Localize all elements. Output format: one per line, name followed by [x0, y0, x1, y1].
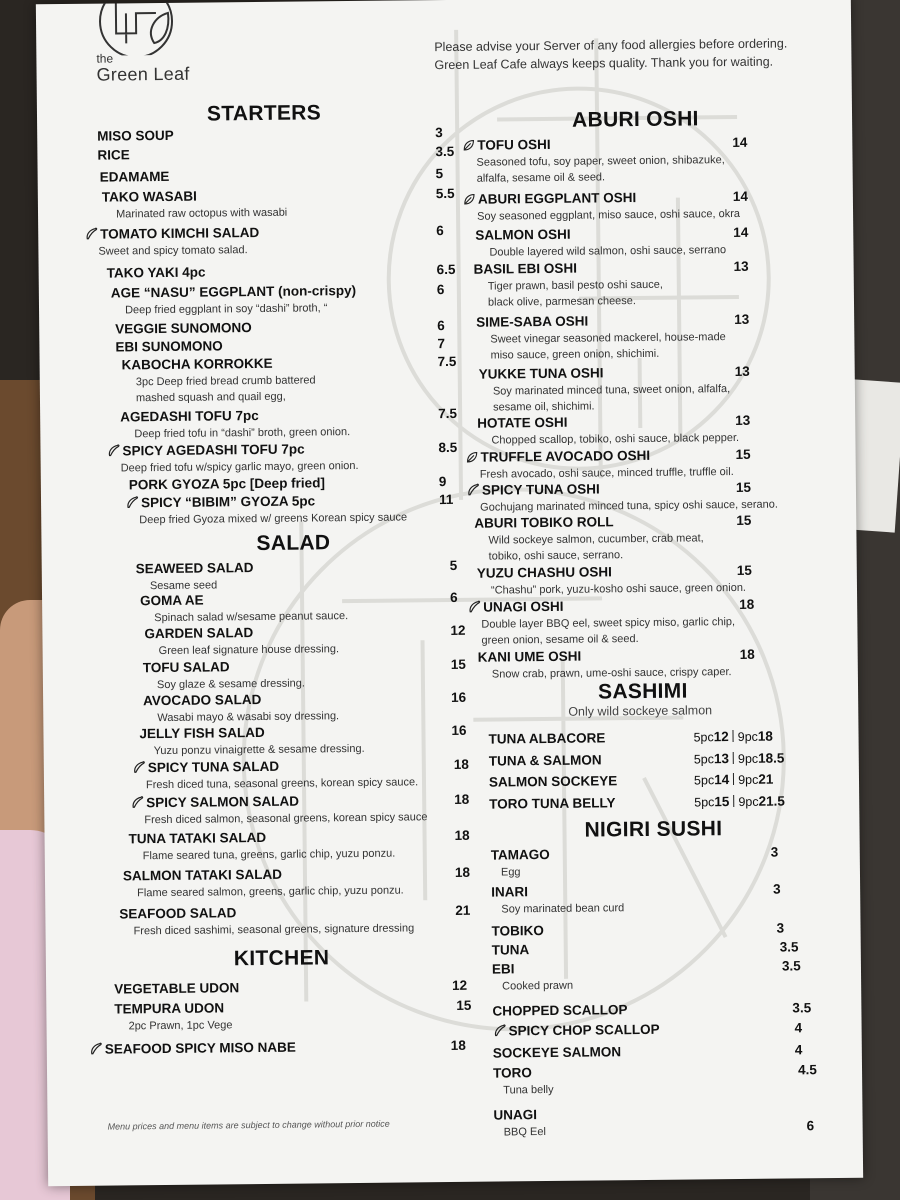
item-description: Cooked prawn — [502, 979, 574, 993]
item-name-text: SALMON OSHI — [475, 226, 571, 243]
item-name — [477, 415, 567, 431]
item-name — [140, 593, 204, 609]
item-name-text: GARDEN SALAD — [144, 625, 254, 642]
item-description: “Chashu” pork, yuzu-kosho oshi sauce, green onion. — [490, 581, 747, 597]
item-name-text: PORK GYOZA 5pc [Deep fried] — [128, 475, 325, 493]
item-price: 12 — [452, 977, 468, 993]
item-price: 5 — [435, 166, 444, 182]
item-name — [84, 225, 259, 242]
item-price: 3.5 — [781, 958, 801, 974]
item-name: SALMON SOCKEYE — [488, 773, 618, 790]
item-name-text: SPICY CHOP SCALLOP — [508, 1021, 660, 1039]
item-name — [128, 830, 266, 846]
item-price: 15 — [735, 446, 751, 462]
item-description: Sesame seed — [149, 579, 218, 593]
item-name — [107, 265, 206, 281]
item-price: 8.5 — [438, 439, 458, 456]
item-name-text: SEAFOOD SALAD — [119, 905, 237, 922]
label-5pc: 5pc — [693, 730, 714, 745]
item-price: 15 — [735, 479, 752, 495]
item-name — [106, 442, 304, 459]
label-9pc: 9pc — [738, 794, 759, 809]
item-name — [144, 625, 253, 641]
starters-title: STARTERS — [206, 101, 322, 126]
item-name — [492, 1002, 627, 1018]
item-description: Marinated raw octopus with wasabi — [115, 206, 288, 221]
item-description: Snow crab, prawn, ume-oshi sauce, crispy caper. — [491, 666, 732, 681]
item-name — [132, 759, 279, 776]
item-price: 13 — [733, 258, 749, 275]
item-description: Fresh diced sashimi, seasonal greens, signature dressing — [133, 922, 415, 938]
item-description: Double layer BBQ eel, sweet spicy miso, garlic chip, — [481, 616, 736, 631]
item-name-text: INARI — [491, 884, 528, 900]
item-name-text: TRUFFLE AVOCADO OSHI — [480, 447, 651, 465]
item-description: Fresh diced salmon, seasonal greens, korean spicy sauce — [144, 811, 428, 827]
logo-the: the — [96, 51, 114, 66]
item-description: Deep fried tofu w/spicy garlic mayo, green onion. — [120, 459, 359, 475]
item-name-text: TEMPURA UDON — [114, 1000, 225, 1017]
item-name — [491, 884, 528, 899]
item-description: Deep fried Gyoza mixed w/ greens Korean spicy sauce — [139, 511, 408, 527]
item-price: 14 — [732, 134, 748, 151]
chili-icon — [493, 1023, 507, 1037]
item-price: 15 — [736, 562, 752, 578]
item-price: 18 — [453, 756, 469, 772]
price-separator — [733, 752, 734, 764]
item-description: Sweet and spicy tomato salad. — [98, 244, 248, 258]
item-name — [475, 227, 570, 243]
item-name-text: JELLY FISH SALAD — [139, 724, 265, 742]
price-9pc: 21.5 — [758, 793, 785, 809]
item-name-text: AVOCADO SALAD — [143, 691, 262, 709]
item-price: 3 — [773, 881, 781, 897]
price-9pc: 18 — [757, 728, 773, 744]
item-description: Soy marinated minced tuna, sweet onion, alfalfa, — [492, 383, 731, 398]
label-5pc: 5pc — [693, 773, 715, 788]
item-description: Chopped scallop, tobiko, oshi sauce, black pepper. — [491, 431, 740, 447]
item-name-text: YUZU CHASHU OSHI — [476, 564, 612, 581]
item-name — [491, 923, 543, 939]
item-description: Fresh diced tuna, seasonal greens, korean spicy sauce. — [145, 776, 419, 792]
item-description: Double layered wild salmon, oshi sauce, serrano — [489, 244, 727, 259]
item-name — [114, 1000, 224, 1016]
item-name — [492, 942, 530, 957]
item-name-text: UNAGI OSHI — [483, 598, 564, 615]
item-name-text: EBI — [491, 961, 515, 977]
item-price: 13 — [735, 412, 751, 428]
chili-icon — [125, 495, 139, 509]
item-name — [478, 649, 582, 665]
item-name-text: TUNA — [491, 942, 530, 958]
label-5pc: 5pc — [694, 795, 715, 810]
item-name — [123, 867, 282, 884]
leaf-icon — [466, 451, 479, 464]
item-name-text: EBI SUNOMONO — [115, 338, 223, 355]
item-name — [97, 147, 129, 162]
item-name — [115, 320, 252, 336]
item-name — [492, 961, 515, 976]
chili-icon — [89, 1042, 103, 1056]
item-name-text: VEGGIE SUNOMONO — [115, 320, 252, 337]
item-name: TUNA ALBACORE — [488, 730, 606, 747]
item-name — [102, 189, 197, 205]
item-price: 18 — [739, 646, 755, 662]
item-name — [111, 283, 356, 301]
item-description: Deep fried eggplant in soy “dashi” broth, “ — [124, 302, 328, 317]
item-name — [466, 448, 651, 465]
item-price: 7.5 — [437, 353, 457, 370]
item-description: Flame seared salmon, greens, garlic chip, yuzu ponzu. — [137, 884, 404, 900]
item-price: 14 — [732, 188, 748, 205]
item-price: 3.5 — [435, 143, 455, 160]
item-name-text: TORO — [492, 1065, 532, 1081]
item-description: Flame seared tuna, greens, garlic chip, yuzu ponzu. — [142, 847, 396, 863]
item-name — [474, 514, 613, 530]
item-price: 15 — [450, 656, 466, 672]
item-description: Seasoned tofu, soy paper, sweet onion, shibazuke, — [476, 154, 725, 169]
item-name-text: HOTATE OSHI — [477, 414, 568, 431]
item-price: 15 — [456, 997, 472, 1013]
price-separator — [733, 773, 734, 785]
item-name-text: KANI UME OSHI — [477, 648, 582, 665]
item-description: BBQ Eel — [503, 1126, 546, 1139]
item-name — [462, 137, 550, 153]
price-separator — [733, 795, 734, 807]
item-name — [120, 408, 259, 424]
item-name — [100, 169, 170, 185]
item-description: Soy glaze & sesame dressing. — [156, 677, 305, 692]
price-5pc: 15 — [714, 794, 730, 810]
item-price: 9 — [438, 474, 447, 490]
price-9pc: 21 — [758, 771, 774, 787]
item-description: Deep fried tofu in “dashi” broth, green onion. — [134, 426, 351, 441]
item-name — [493, 1065, 532, 1080]
footer-note: Menu prices and menu items are subject to change without prior notice — [107, 1118, 390, 1132]
sashimi-prices — [693, 729, 773, 745]
menu-sheet — [36, 0, 863, 1186]
price-5pc: 12 — [713, 729, 729, 745]
item-name — [122, 356, 273, 373]
item-name-text: CHOPPED SCALLOP — [492, 1002, 628, 1019]
item-description: sesame oil, shichimi. — [493, 400, 595, 414]
item-name-text: RICE — [97, 147, 130, 163]
item-price: 3 — [435, 125, 443, 141]
item-name — [119, 905, 236, 921]
item-name-text: KABOCHA KORROKKE — [121, 355, 273, 373]
item-price: 16 — [451, 689, 467, 705]
item-price: 21 — [455, 902, 471, 918]
item-name-text: TOBIKO — [491, 923, 544, 939]
item-price: 7 — [437, 336, 446, 352]
sashimi-prices — [694, 772, 774, 788]
item-name-text: MISO SOUP — [97, 127, 174, 144]
item-description: Sweet vinegar seasoned mackerel, house-made — [490, 331, 726, 346]
notice-line: Green Leaf Cafe always keeps quality. Thank you for waiting. — [434, 54, 774, 73]
item-description: tobiko, oshi sauce, serrano. — [488, 549, 624, 563]
item-name: TORO TUNA BELLY — [489, 795, 616, 812]
item-name-text: SOCKEYE SALMON — [492, 1044, 622, 1061]
sashimi-prices — [694, 751, 785, 767]
item-name-text: SPICY SALMON SALAD — [146, 793, 300, 811]
item-description: Fresh avocado, oshi sauce, minced truffle, truffle oil. — [479, 466, 734, 481]
item-name — [130, 794, 299, 811]
chili-icon — [84, 227, 98, 241]
label-9pc: 9pc — [737, 751, 759, 766]
item-name-text: SPICY TUNA OSHI — [481, 481, 600, 498]
item-name — [136, 560, 254, 576]
item-description: Green leaf signature house dressing. — [158, 643, 340, 658]
item-price: 18 — [450, 1037, 466, 1054]
item-description: black olive, parmesan cheese. — [487, 295, 637, 309]
item-name — [139, 725, 264, 741]
item-name-text: SIME-SABA OSHI — [476, 313, 589, 330]
price-separator — [733, 730, 734, 742]
item-name-text: ABURI EGGPLANT OSHI — [477, 190, 637, 207]
allergy-notice — [434, 34, 814, 74]
item-description: Egg — [500, 866, 521, 879]
leaf-icon — [463, 193, 476, 206]
item-price: 14 — [733, 224, 749, 241]
nigiri-title: NIGIRI SUSHI — [584, 817, 723, 842]
item-name-text: AGE “NASU” EGGPLANT (non-crispy) — [110, 282, 357, 301]
logo-icon — [96, 3, 177, 56]
item-description: Wild sockeye salmon, cucumber, crab meat, — [488, 532, 704, 547]
item-name-text: GOMA AE — [140, 592, 204, 609]
item-price: 18 — [454, 864, 471, 880]
item-price: 18 — [454, 791, 470, 807]
item-name — [493, 1107, 537, 1122]
salad-title: SALAD — [256, 531, 331, 556]
item-name-text: YUKKE TUNA OSHI — [478, 365, 604, 382]
item-description: Yuzu ponzu vinaigrette & sesame dressing. — [153, 742, 365, 758]
item-description: Tiger prawn, basil pesto oshi sauce, — [487, 278, 663, 293]
item-name-text: SPICY “BIBIM” GYOZA 5pc — [140, 493, 316, 511]
item-name — [476, 314, 588, 330]
leaf-icon — [462, 139, 475, 152]
kitchen-title: KITCHEN — [233, 946, 330, 971]
label-5pc: 5pc — [693, 752, 715, 767]
chili-icon — [106, 443, 120, 457]
item-name-text: EDAMAME — [99, 168, 170, 185]
item-price: 18 — [739, 596, 755, 612]
notice-line: Please advise your Server of any food allergies before ordering. — [434, 36, 788, 55]
item-name-text: SEAWEED SALAD — [135, 560, 254, 577]
price-9pc: 18.5 — [758, 750, 785, 766]
item-name — [97, 128, 174, 144]
item-name — [143, 692, 261, 708]
price-5pc: 14 — [714, 772, 730, 788]
item-price: 3.5 — [792, 1000, 812, 1016]
price-5pc: 13 — [713, 751, 730, 767]
item-name — [477, 564, 612, 580]
item-price: 11 — [438, 491, 454, 508]
chili-icon — [466, 483, 480, 497]
item-price: 3.5 — [779, 939, 799, 955]
item-name — [463, 190, 636, 207]
item-name-text: SALMON TATAKI SALAD — [122, 866, 283, 884]
item-price: 6 — [806, 1118, 815, 1134]
item-price: 3 — [770, 844, 779, 860]
item-price: 5 — [449, 557, 458, 573]
item-name — [143, 659, 230, 675]
item-name — [125, 493, 315, 510]
item-price: 4 — [794, 1042, 803, 1058]
chili-icon — [132, 760, 146, 774]
item-name-text: TUNA TATAKI SALAD — [128, 829, 267, 847]
item-name — [129, 475, 325, 492]
item-name — [89, 1040, 296, 1057]
item-price: 4 — [794, 1020, 803, 1036]
item-name-text: UNAGI — [493, 1107, 538, 1123]
item-price: 3 — [776, 920, 785, 936]
chili-icon — [130, 795, 144, 809]
item-name-text: AGEDASHI TOFU 7pc — [120, 407, 259, 425]
chili-icon — [467, 600, 481, 614]
item-name — [115, 338, 222, 354]
item-name — [493, 1022, 660, 1039]
item-price: 7.5 — [438, 405, 458, 422]
item-price: 6 — [437, 318, 445, 334]
item-name — [474, 261, 577, 277]
item-description: Tuna belly — [503, 1083, 554, 1097]
item-description: mashed squash and quail egg, — [135, 390, 286, 405]
sashimi-prices — [694, 794, 785, 810]
item-name-text: BASIL EBI OSHI — [473, 260, 577, 277]
item-name-text: TAKO WASABI — [101, 188, 197, 205]
item-description: Soy seasoned eggplant, miso sauce, oshi sauce, okra — [477, 207, 741, 223]
aburi-oshi-title: ABURI OSHI — [571, 107, 699, 132]
item-price: 5.5 — [435, 185, 455, 202]
item-price: 13 — [734, 311, 750, 328]
item-description: Wasabi mayo & wasabi soy dressing. — [157, 710, 340, 725]
item-price: 6 — [436, 223, 444, 239]
item-name-text: SPICY AGEDASHI TOFU 7pc — [122, 441, 305, 459]
item-name-text: TAMAGO — [490, 846, 550, 863]
item-name — [491, 847, 550, 863]
item-name-text: SPICY TUNA SALAD — [147, 758, 280, 776]
label-9pc: 9pc — [738, 772, 759, 787]
item-description: 3pc Deep fried bread crumb battered — [135, 374, 316, 389]
item-price: 13 — [734, 363, 750, 380]
item-name-text: ABURI TOBIKO ROLL — [474, 514, 614, 531]
item-price: 16 — [451, 722, 467, 738]
item-price: 6 — [436, 282, 445, 298]
item-description: Spinach salad w/sesame peanut sauce. — [154, 610, 349, 625]
item-price: 6 — [449, 589, 458, 605]
item-price: 15 — [736, 512, 752, 528]
item-price: 12 — [450, 622, 466, 638]
item-name-text: TOFU SALAD — [142, 659, 230, 676]
item-name — [479, 365, 604, 381]
logo-name: Green Leaf — [96, 63, 190, 85]
item-name-text: TOMATO KIMCHI SALAD — [100, 224, 260, 242]
item-name-text: TOFU OSHI — [477, 136, 551, 153]
sashimi-title: SASHIMI — [597, 679, 688, 704]
item-price: 6.5 — [436, 261, 456, 278]
sashimi-subtitle: Only wild sockeye salmon — [568, 703, 713, 719]
item-description: 2pc Prawn, 1pc Vege — [128, 1019, 233, 1033]
label-9pc: 9pc — [737, 729, 758, 744]
item-description: alfalfa, sesame oil & seed. — [476, 171, 606, 185]
item-description: miso sauce, green onion, shichimi. — [490, 347, 660, 362]
item-name-text: SEAFOOD SPICY MISO NABE — [104, 1039, 296, 1057]
item-price: 18 — [454, 827, 470, 843]
item-name — [467, 599, 563, 615]
item-name — [114, 980, 239, 996]
item-name-text: TAKO YAKI 4pc — [106, 264, 206, 281]
item-name — [493, 1044, 621, 1060]
item-name: TUNA & SALMON — [488, 752, 602, 769]
item-name — [466, 481, 600, 497]
item-description: Soy marinated bean curd — [501, 902, 625, 916]
item-description: Gochujang marinated minced tuna, spicy oshi sauce, serano. — [480, 498, 778, 514]
item-price: 4.5 — [797, 1062, 817, 1078]
item-name-text: VEGETABLE UDON — [114, 980, 240, 997]
item-description: green onion, sesame oil & seed. — [481, 633, 639, 647]
